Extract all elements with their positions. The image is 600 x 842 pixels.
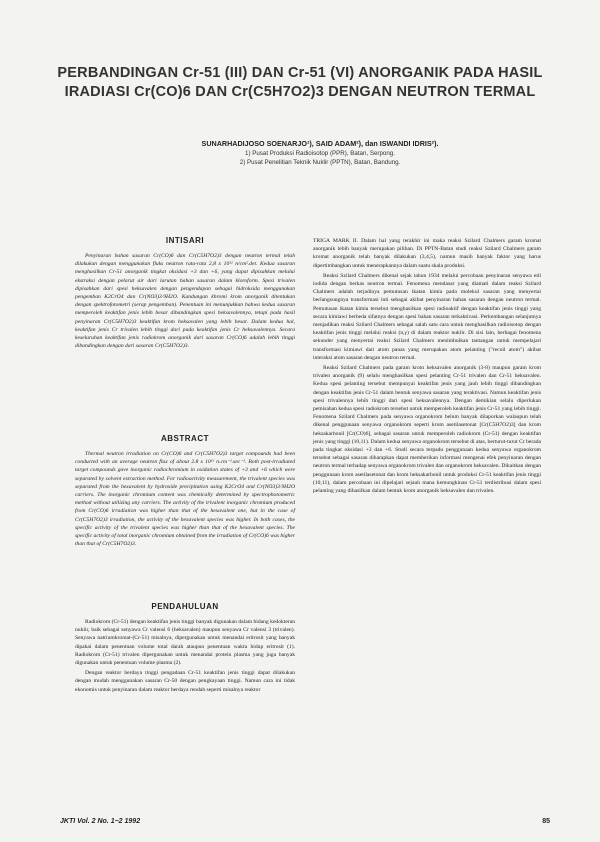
right-paragraph-1: TRIGA MARK II. Dalam hal yang terakhir ini maka reaksi Szilard Chalmers garam kromat anorganik lebih banyak merupakan pilihan. Di PPTN-Batan studi reaksi Szilard Chalmers garam kromat anorganik telah banyak dilakukan (3,4,5), namun masih banyak faktor yang harus dipertimbangkan untuk menerapkannya dalam suatu skala produksi. bbox=[313, 238, 541, 269]
page-footer bbox=[60, 818, 560, 825]
intisari-heading: INTISARI bbox=[165, 236, 205, 245]
pendahuluan-text bbox=[75, 618, 295, 696]
intisari-paragraph: Penyinaran bahan sasaran Cr(CO)6 dan Cr(C5H7O2)3 dengan neutron termal telah dilakukan dengan menggunakan fluks neutron rata-rata 2,8 x 10¹² n/cm².det. Kedua sasaran menghasilkan Cr-51 anorganik tingkat oksidasi +3 dan +6, yang dapat dipisahkan melalui ekstraksi dengan pelarut air dari larutan bahan sasaran dalam kloroform. Spesi trivalen dipisahkan dari spesi heksavalen dengan pengendapan sebagai hidroksida menggunakan pengemban K2CrO4 dan Cr(NO3)3·9H2O. Kandungan khromi krom anorganik ditentukan dengan spektrofotometri (serap pengemban). Penentuan ini menunjukkan bahwa kedua sasaran memperoleh keaktifan jenis lebih besar dibandingkan spesi heksavalennya, tetapi pada hasil penyinaran Cr(C5H7O2)3 keaktifan krom heksavalen yang lebih besar. Dalam kedua hal, keaktifan jenis Cr trivalen lebih tinggi dari pada keaktifan jenis Cr heksavalennya. Secara keseluruhan keaktifan jenis radiokrom anorganik dari sasaran Cr(CO)6 adalah lebih tinggi dibandingkan dengan dari sasaran Cr(C5H7O2)3. bbox=[75, 253, 295, 350]
right-paragraph-2: Reaksi Szilard Chalmers dikenal sejak tahun 1934 melalui percobaan penyinaran senyawa etil iodida dengan berkas neutron termal. Fenomena mendasar yang diamati dalam reaksi Szilard Chalmers adalah terjadinya pemutusan ikatan kimia pada molekul sasaran yang menyertai berlangsungnya transformasi inti sebagai akibat penyinaran bahan sasaran dengan neutron termal. Pemutusan ikatan kimia tersebut menghasilkan spesi radioaktif dengan keaktifan jenis tinggi yang secara kimiawi berbeda sifatnya dengan spesi bahan sasaran terkaktivasi. Perkembangan selanjutnya menjadikan reaksi Szilard Chalmers sebagai salah satu cara untuk menghasilkan radioisotop dengan keaktifan jenis tinggi melalui reaksi (n,γ) di dalam reaktor nuklir. Di sisi lain, berbagai fenomena sekunder yang menyertai reaksi Szilard Chalmers menimbulkan tantangan untuk mempelajari transformasi kimiawi dari atom panas yang merupakan atom pelanting ("recoil atom") akibat interaksi atom sasaran dengan neutron termal. bbox=[313, 272, 541, 361]
abstract-paragraph: Thermal neutron irradiation on Cr(CO)6 and Cr(C5H7O2)3 target compounds had been conducted with an average neutron flux of about 2.8 x 10¹² n.cm⁻².sec⁻¹. Both post-irradiated target compounds gave inorganic radiochromium in oxidation states of +3 and +6 which were separated by solvent extraction method. For radioactivity measurement, the trivalent species was separated from the hexavalent by hydroxide precipitation using K2CrO4 and Cr(NO3)3·9H2O carriers. The inorganic chromium content was chemically determined by spectrophotometric method without utilizing any carriers. The activity of the trivalent inorganic chromium produced from Cr(CO)6 irradiation was higher than that of the hexavalent one, but in the case of Cr(C5H7O2)3 irradiation, the activity of the hexavalent species was higher. In both cases, the specific activity of the trivalent species was higher than that of the hexavalent species. The specific activity of total inorganic chromium obtained from the irradiation of Cr(CO)6 was higher than that of Cr(C5H7O2)3. bbox=[75, 451, 295, 548]
pendahuluan-paragraph-2: Dengan reaktor berdaya tinggi pengadaan Cr-51 keaktifan jenis tinggi dapat dilakukan dengan mudah menggunakan sasaran Cr-50 dengan pengkayaan tinggi. Namun cara ini tidak ekonomis untuk penyinaran dalam reaktor berdaya rendah seperti misalnya reaktor bbox=[75, 670, 295, 693]
authors: SUNARHADIJOSO SOENARJO¹), SAID ADAM²), dan ISWANDI IDRIS²). bbox=[201, 139, 439, 148]
journal-reference: JKTI Vol. 2 No. 1−2 1992 bbox=[60, 818, 141, 825]
abstract-heading: ABSTRACT bbox=[161, 434, 209, 443]
affiliation-1: 1) Pusat Produksi Radioisotop (PPR), Batan, Serpong. bbox=[245, 150, 395, 157]
pendahuluan-paragraph-1: Radiokrom (Cr-51) dengan keaktifan jenis tinggi banyak digunakan dalam bidang kedokteran nuklir, baik sebagai senyawa Cr valensi 6 (heksavalen) maupun senyawa Cr valensi 3 (trivalen). Senyawa natriumkromat-(Cr-51) misalnya, dipergunakan untuk menandai eritrosit yang banyak dipakai dalam penentuan volume total darah ataupun penentuan waktu hidup eritrosit (1). Radiokrom (Cr-51) trivalen dipergunakan untuk menandai protein plasma yang juga banyak digunakan untuk penentuan volume plasma (2). bbox=[75, 619, 295, 667]
page-title: PERBANDINGAN Cr-51 (III) DAN Cr-51 (VI) ANORGANIK PADA HASIL IRADIASI Cr(CO)6 DAN Cr(C5H7O2)3 DENGAN NEUTRON TERMAL bbox=[57, 65, 543, 100]
right-paragraph-3: Reaksi Szilard Chalmers pada garam krom heksavalen anorganik (3-8) maupun garam krom trivalen anorganik (9) selalu menghasilkan spesi pelanting Cr-51 trivalen dan Cr-51 heksavalen. Kedua spesi pelanting tersebut mempunyai keaktifan jenis yang jauh lebih tinggi dibandingkan dengan keaktifan jenis Cr-51 dalam bentuk senyawa sasaran yang teraktivasi. Namun keaktifan jenis spesi trivalennya lebih tinggi dari spesi heksavalennya. Dengan demikian selalu diperlukan pemisahan kedua spesi radiokrom tersebut untuk memperoleh keaktifan jenis Cr-51 yang lebih tinggi. Fenomena Szilard Chalmers pada senyawa organokrom belum banyak dilaporkan walaupun telah dikenal penggunaan senyawa organokrom seperti krom asetilasetonat [Cr(C5H7O2)3] dan krom heksakarbonil [Cr(CO)6], sebagai sasaran untuk memperoleh radiokrom (Cr-51) dengan keaktifan jenis yang tinggi (10,11). Dalam kedua senyawa organokrom tersebut di atas, berturut-turut Cr berada pada tingkat oksidasi +3 dan +6. Studi secara terpadu penggunaan kedua senyawa organokrom tersebut sebagai sasaran diharapkan dapat memberikan informasi mengenai efek penyinaran dengan neutron termal terhadap senyawa organokrom trivalen dan organokrom heksavalen. Dikaitkan dengan penggunaan krom asetilasetonat dan krom heksakarbonil untuk produksi Cr-51 keaktifan jenis tinggi (10,11), dalam percobaan ini dipelajari sejauh mana kemungkinan Cr-51 terdistribusi dalam spesi pelanting yang dihasilkan dalam bentuk krom anorganik heksavalen dan trivalen. bbox=[313, 365, 541, 495]
abstract-text bbox=[75, 450, 295, 550]
affiliation-2: 2) Pusat Penelitian Teknik Nuklir (PPTN), Batan, Bandung. bbox=[239, 159, 401, 166]
page-number: 85 bbox=[542, 818, 550, 825]
intisari-text bbox=[75, 252, 295, 352]
right-column-text bbox=[313, 237, 541, 497]
pendahuluan-heading: PENDAHULUAN bbox=[151, 602, 219, 611]
